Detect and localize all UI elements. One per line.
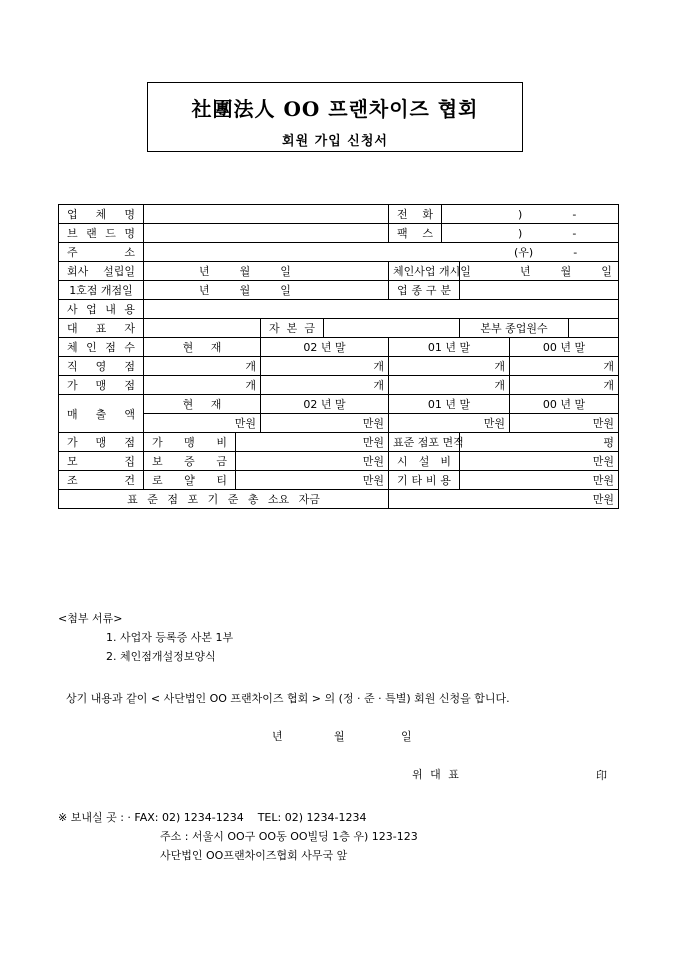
- sales-current[interactable]: 만원: [144, 414, 261, 433]
- label-chain-start: 체인사업 개시일: [389, 262, 460, 281]
- attachments: [58, 610, 233, 667]
- representative-label: 위 대 표: [412, 768, 459, 781]
- facility-field[interactable]: 만원: [460, 452, 619, 471]
- sales-col-y00: 00 년 말: [510, 395, 619, 414]
- label-recruit-3: 조 건: [59, 471, 144, 490]
- direct-y01[interactable]: 개: [389, 357, 510, 376]
- sales-col-y02: 02 년 말: [261, 395, 389, 414]
- label-fee: 가 맹 비: [144, 433, 236, 452]
- col-current: 현 재: [144, 338, 261, 357]
- row-franchise: [59, 376, 619, 395]
- row-company: [59, 205, 619, 224]
- date-month: 월: [334, 730, 345, 743]
- label-est-date: 회사 설립일: [59, 262, 144, 281]
- col-y00: 00 년 말: [510, 338, 619, 357]
- label-direct: 직 영 점: [59, 357, 144, 376]
- attachments-heading: <첨부 서류>: [58, 612, 123, 625]
- label-address: 주 소: [59, 243, 144, 262]
- send-line-2: 주소 : 서울시 OO구 OO동 OO빌딩 1층 우) 123-123: [160, 830, 418, 843]
- send-to: [58, 809, 418, 866]
- first-store-field[interactable]: 년 월 일: [144, 281, 389, 300]
- send-line-1: ※ 보내실 곳 : · FAX: 02) 1234-1234 TEL: 02) 1234-1234: [58, 811, 367, 824]
- label-company: 업 체 명: [59, 205, 144, 224]
- send-line-3: 사단법인 OO프랜차이즈협회 사무국 앞: [160, 849, 348, 862]
- row-first-store: [59, 281, 619, 300]
- label-deposit: 보 증 금: [144, 452, 236, 471]
- label-recruit-1: 가 맹 점: [59, 433, 144, 452]
- fee-field[interactable]: 만원: [236, 433, 389, 452]
- row-direct: [59, 357, 619, 376]
- row-est: [59, 262, 619, 281]
- membership-form: [58, 204, 619, 509]
- col-y01: 01 년 말: [389, 338, 510, 357]
- label-phone: 전 화: [389, 205, 442, 224]
- sales-y02[interactable]: 만원: [261, 414, 389, 433]
- row-sales-head: [59, 395, 619, 414]
- label-hq-staff: 본부 종업원수: [460, 319, 569, 338]
- sales-y01[interactable]: 만원: [389, 414, 510, 433]
- label-royalty: 로 얄 티: [144, 471, 236, 490]
- row-fee: [59, 433, 619, 452]
- row-brand: [59, 224, 619, 243]
- fax-field[interactable]: ) -: [442, 224, 619, 243]
- row-deposit: [59, 452, 619, 471]
- label-std-area: 표준 점포 면적: [389, 433, 460, 452]
- label-facility: 시 설 비: [389, 452, 460, 471]
- label-franchise: 가 맹 점: [59, 376, 144, 395]
- label-industry: 업 종 구 분: [389, 281, 460, 300]
- other-field[interactable]: 만원: [460, 471, 619, 490]
- attachment-item-1: 1. 사업자 등록증 사본 1부: [106, 631, 234, 644]
- col-y02: 02 년 말: [261, 338, 389, 357]
- label-first-store: 1호점 개점일: [59, 281, 144, 300]
- label-fax: 팩 스: [389, 224, 442, 243]
- label-store-count: 체 인 점 수: [59, 338, 144, 357]
- label-brand: 브 랜 드 명: [59, 224, 144, 243]
- franchise-y02[interactable]: 개: [261, 376, 389, 395]
- row-business: [59, 300, 619, 319]
- sales-col-y01: 01 년 말: [389, 395, 510, 414]
- label-std-total: 표 준 점 포 기 준 총 소요 자금: [59, 490, 389, 509]
- label-sales: 매 출 액: [59, 395, 144, 433]
- page-title: 社團法人 OO 프랜차이즈 협회: [191, 97, 479, 121]
- est-date-field[interactable]: 년 월 일: [144, 262, 389, 281]
- row-address: [59, 243, 619, 262]
- phone-field[interactable]: ) -: [442, 205, 619, 224]
- hq-staff-field[interactable]: [569, 319, 619, 338]
- address-field[interactable]: (우) -: [144, 243, 619, 262]
- std-total-field[interactable]: 만원: [389, 490, 619, 509]
- label-business: 사 업 내 용: [59, 300, 144, 319]
- direct-y00[interactable]: 개: [510, 357, 619, 376]
- label-capital: 자 본 금: [261, 319, 324, 338]
- company-field[interactable]: [144, 205, 389, 224]
- sales-y00[interactable]: 만원: [510, 414, 619, 433]
- direct-y02[interactable]: 개: [261, 357, 389, 376]
- attachment-item-2: 2. 체인점개설정보양식: [106, 650, 216, 663]
- business-field[interactable]: [144, 300, 619, 319]
- label-ceo: 대 표 자: [59, 319, 144, 338]
- label-other: 기 타 비 용: [389, 471, 460, 490]
- date-year: 년: [272, 730, 283, 743]
- std-area-field[interactable]: 평: [460, 433, 619, 452]
- industry-field[interactable]: [460, 281, 619, 300]
- date-day: 일: [401, 730, 412, 743]
- label-recruit-2: 모 집: [59, 452, 144, 471]
- capital-field[interactable]: [324, 319, 460, 338]
- deposit-field[interactable]: 만원: [236, 452, 389, 471]
- chain-start-field[interactable]: 년 월 일: [460, 262, 619, 281]
- franchise-y01[interactable]: 개: [389, 376, 510, 395]
- sales-col-current: 현 재: [144, 395, 261, 414]
- title-box: [147, 82, 523, 152]
- seal-mark: 印: [596, 769, 607, 782]
- statement: 상기 내용과 같이 < 사단법인 OO 프랜차이즈 협회 > 의 (정 · 준 · 특별) 회원 신청을 합니다.: [66, 692, 510, 705]
- row-store-count: [59, 338, 619, 357]
- ceo-field[interactable]: [144, 319, 261, 338]
- row-royalty: [59, 471, 619, 490]
- row-ceo: [59, 319, 619, 338]
- direct-current[interactable]: 개: [144, 357, 261, 376]
- row-total: [59, 490, 619, 509]
- franchise-y00[interactable]: 개: [510, 376, 619, 395]
- franchise-current[interactable]: 개: [144, 376, 261, 395]
- brand-field[interactable]: [144, 224, 389, 243]
- page-subtitle: 회원 가입 신청서: [282, 134, 388, 149]
- royalty-field[interactable]: 만원: [236, 471, 389, 490]
